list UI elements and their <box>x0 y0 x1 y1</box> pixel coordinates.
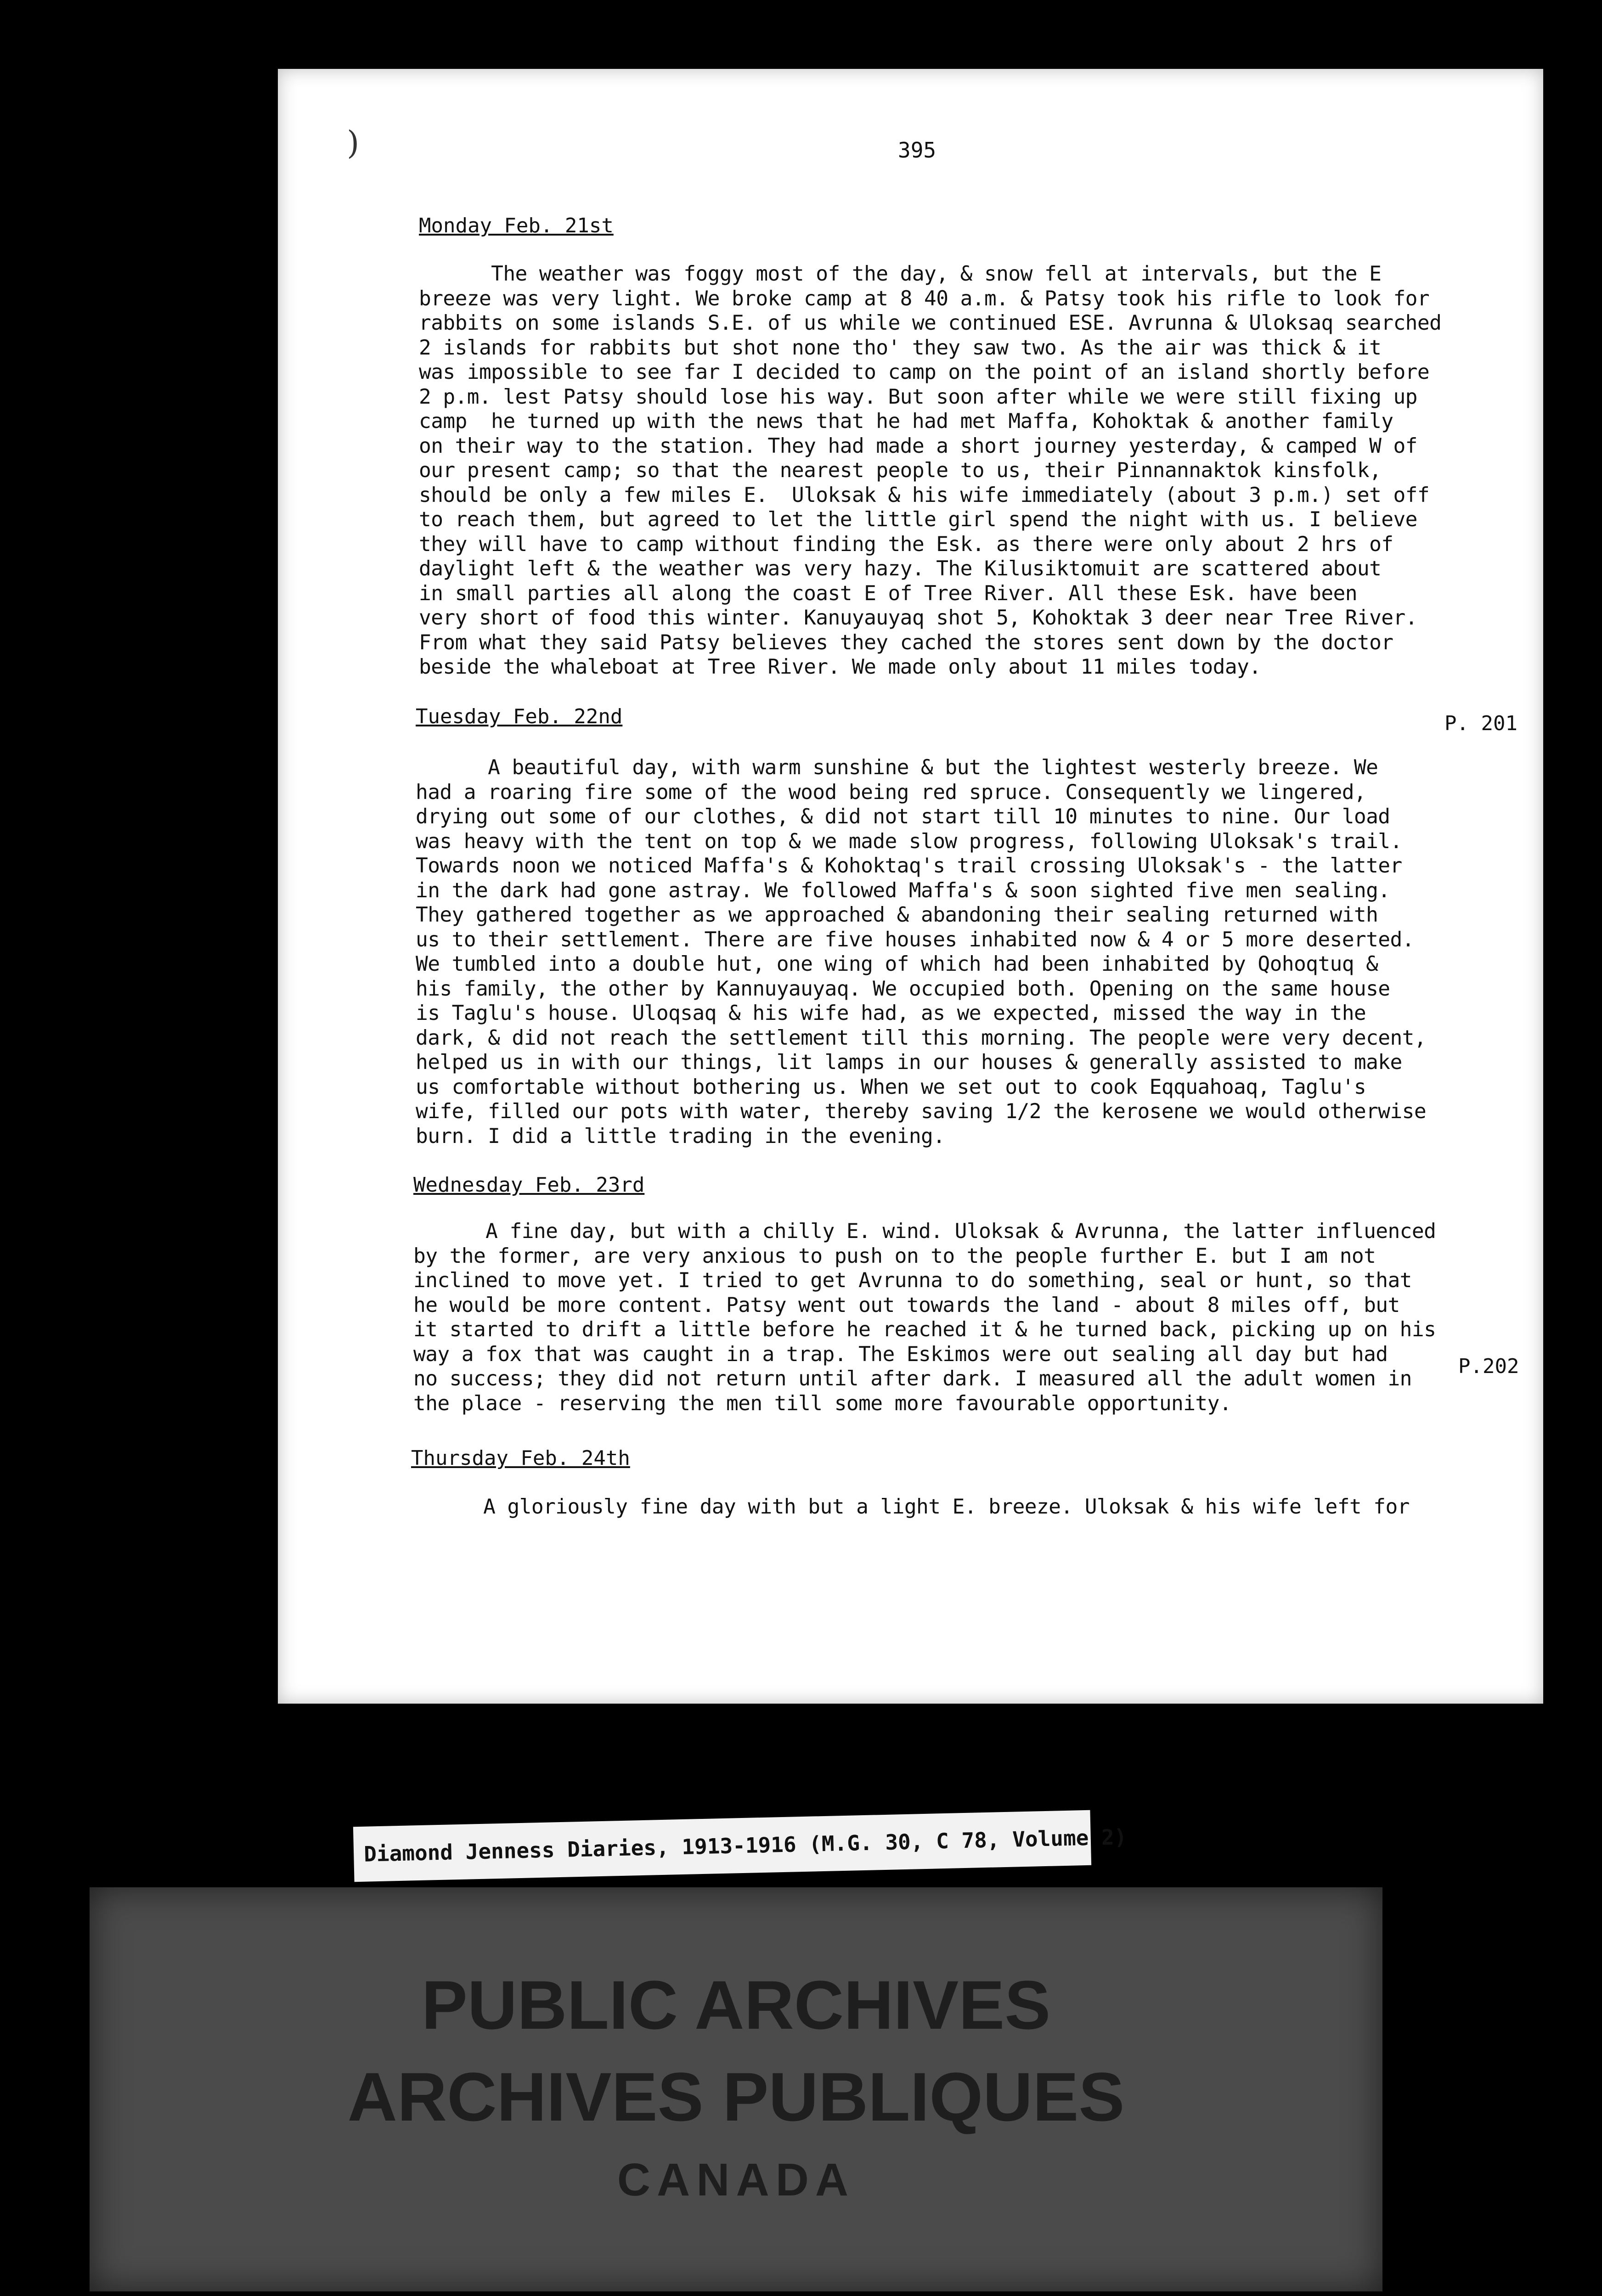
archive-reference-label <box>353 1810 1128 1882</box>
page-number: 395 <box>898 138 936 163</box>
stamp-line-archives-publiques: ARCHIVES PUBLIQUES <box>347 2058 1125 2135</box>
entry-date-tuesday: Tuesday Feb. 22nd <box>416 705 623 728</box>
page-reference-202: P.202 <box>1458 1355 1519 1378</box>
diary-page <box>278 69 1543 1704</box>
archives-stamp <box>90 1887 1382 2291</box>
margin-mark: ) <box>347 124 360 162</box>
entry-date-monday: Monday Feb. 21st <box>419 214 614 237</box>
entry-body-thursday: A gloriously fine day with but a light E. breeze. Uloksak & his wife left for <box>411 1495 1410 1519</box>
stamp-line-public-archives: PUBLIC ARCHIVES <box>421 1966 1051 2043</box>
entry-body-monday: The weather was foggy most of the day, & snow fell at intervals, but the E breeze was very light. We broke camp at 8 40 a.m. & Patsy took his rifle to look for rabbits on some islands S.E. of us while we continued ESE. Avrunna & Uloksaq searched 2 islands for rabbits but shot none tho' they saw two. As the air was thick & it was impossible to see far I decided to camp on the point of an island shortly before 2 p.m. lest Patsy should lose his way. But soon after while we were still fixing up camp he turned up with the news that he had met Maffa, Kohoktak & another family on their way to the station. They had made a short journey yesterday, & camped W of our present camp; so that the nearest people to us, their Pinnannaktok kinsfolk, should be only a few miles E. Uloksak & his wife immediately (about 3 p.m.) set off to reach them, but agreed to let the little girl spend the night with us. I believe they will have to camp without finding the Esk. as there were only about 2 hrs of daylight left & the weather was very hazy. The Kilusiktomuit are scattered about in small parties all along the coast E of Tree River. All these Esk. have been very short of food this winter. Kanuyauyaq shot 5, Kohoktak 3 deer near Tree River. From what they said Patsy believes they cached the stores sent down by the doctor beside the whaleboat at Tree River. We made only about 11 miles today. <box>419 262 1442 679</box>
entry-date-wednesday: Wednesday Feb. 23rd <box>413 1173 645 1197</box>
stamp-line-canada: CANADA <box>617 2154 855 2206</box>
entry-body-wednesday: A fine day, but with a chilly E. wind. Uloksak & Avrunna, the latter influenced by the former, are very anxious to push on to the people further E. but I am not inclined to move yet. I tried to get Avrunna to do something, seal or hunt, so that he would be more content. Patsy went out towards the land - about 8 miles off, but it started to drift a little before he reached it & he turned back, picking up on his way a fox that was caught in a trap. The Eskimos were out sealing all day but had no success; they did not return until after dark. I measured all the adult women in the place - reserving the men till some more favourable opportunity. <box>413 1220 1436 1415</box>
entry-body-tuesday: A beautiful day, with warm sunshine & but the lightest westerly breeze. We had a roaring fire some of the wood being red spruce. Consequently we lingered, drying out some of our clothes, & did not start till 10 minutes to nine. Our load was heavy with the tent on top & we made slow progress, following Uloksak's trail. Towards noon we noticed Maffa's & Kohoktaq's trail crossing Uloksak's - the latter in the dark had gone astray. We followed Maffa's & soon sighted five men sealing. They gathered together as we approached & abandoning their sealing returned with us to their settlement. There are five houses inhabited now & 4 or 5 more deserted. We tumbled into a double hut, one wing of which had been inhabited by Qohoqtuq & his family, the other by Kannuyauyaq. We occupied both. Opening on the same house is Taglu's house. Uloqsaq & his wife had, as we expected, missed the way in the dark, & did not reach the settlement till this morning. The people were very decent, helped us in with our things, lit lamps in our houses & generally assisted to make us comfortable without bothering us. When we set out to cook Eqquahoaq, Taglu's wife, filled our pots with water, thereby saving 1/2 the kerosene we would otherwise burn. I did a little trading in the evening. <box>416 756 1427 1148</box>
page-reference-201: P. 201 <box>1444 712 1517 735</box>
archive-reference-text: Diamond Jenness Diaries, 1913-1916 (M.G. 30, C 78, Volume 2) <box>363 1824 1128 1867</box>
entry-date-thursday: Thursday Feb. 24th <box>411 1446 630 1470</box>
